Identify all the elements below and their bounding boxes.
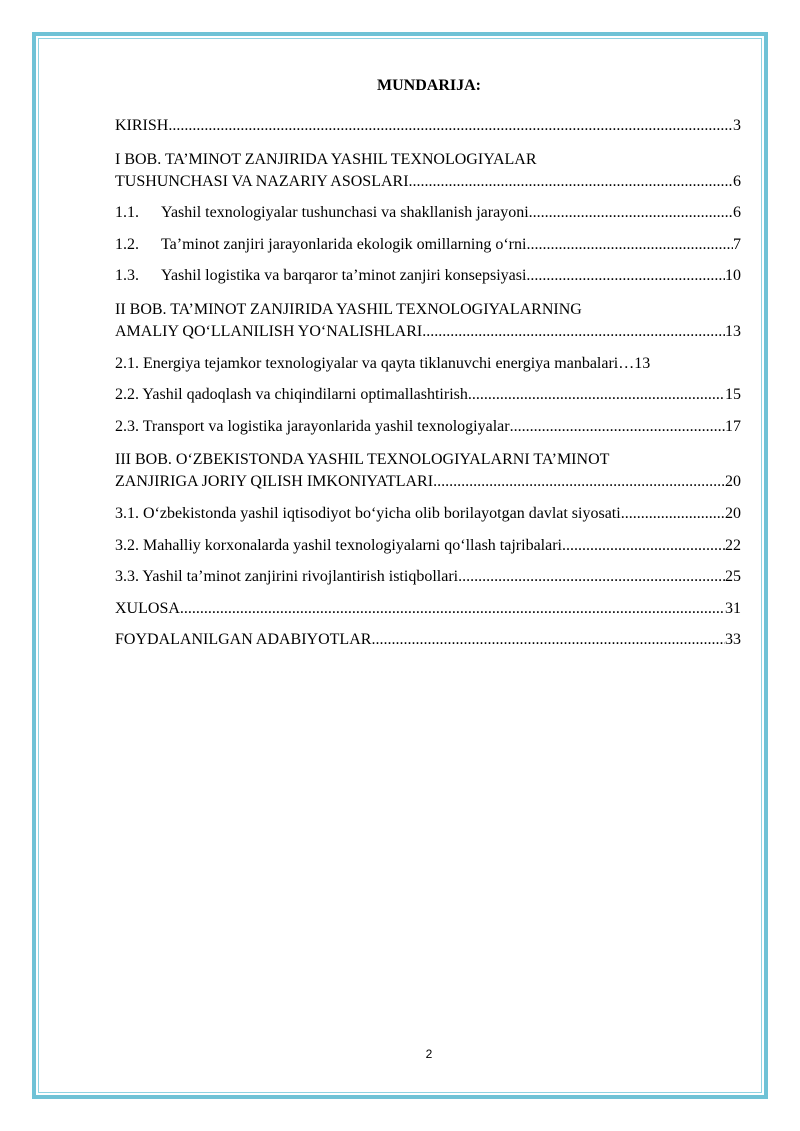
toc-entry-2-1[interactable] [115,354,741,374]
toc-leader-dots [529,203,733,223]
toc-leader-dots [526,266,725,286]
toc-entry-2-3[interactable] [115,417,741,437]
toc-leader-dots [180,599,725,619]
toc-entry-label: Yashil texnologiyalar tushunchasi va shakllanish jarayoni [161,204,529,222]
toc-entry-page: 13 [634,354,651,372]
toc-entry-number: 1.1. [115,204,139,222]
toc-entry-label: FOYDALANILGAN ADABIYOTLAR [115,631,372,649]
toc-entry-page: 7 [733,235,741,253]
toc-entry-1-2[interactable] [115,235,741,255]
toc-leader-dots [422,322,725,342]
toc-entry-label: TUSHUNCHASI VA NAZARIY ASOSLARI [115,172,409,190]
toc-entry-3-2[interactable] [115,536,741,556]
toc-entry-2-2[interactable] [115,385,741,405]
toc-entry-page: 22 [725,536,741,554]
toc-entry-number: 1.2. [115,235,139,253]
toc-entry-label: KIRISH [115,117,169,134]
toc-entry-kirish[interactable] [115,116,741,136]
toc-leader-dots [458,567,725,587]
toc-entry-page: 10 [725,267,741,285]
toc-leader-dots [562,536,725,556]
page-number: 2 [425,1047,433,1061]
toc-entry-page: 6 [733,172,741,190]
toc-entry-adabiyotlar[interactable] [115,630,741,650]
toc-entry-chapter-2[interactable] [115,298,741,342]
toc-entry-page: 20 [725,473,741,491]
toc-entry-label: 3.3. Yashil ta’minot zanjirini rivojlantirish istiqbollari [115,568,459,586]
toc-entry-label: XULOSA [115,599,180,617]
toc-chapter-heading: III BOB. O‘ZBEKISTONDA YASHIL TEXNOLOGIYALARNI TA’MINOT [115,451,610,469]
toc-entry-3-3[interactable] [115,567,741,587]
toc-entry-number: 1.3. [115,267,139,285]
toc-entry-page: 15 [725,386,741,404]
toc-entry-page: 6 [733,204,741,222]
toc-entry-1-1[interactable] [115,203,741,223]
toc-entry-chapter-3[interactable] [115,448,741,492]
toc-entry-label: 2.3. Transport va logistika jarayonlarida yashil texnologiyalar [115,417,510,435]
toc-leader-dots [371,630,725,650]
toc-entry-page: 25 [725,568,741,586]
toc-entry-label: AMALIY QO‘LLANILISH YO‘NALISHLARI [115,322,423,340]
toc-entry-label: 3.1. O‘zbekistonda yashil iqtisodiyot bo‘yicha olib borilayotgan davlat siyosati [115,504,621,522]
toc-entry-page: 20 [725,504,741,522]
toc-entry-chapter-1[interactable] [115,148,741,192]
table-of-contents [115,116,741,662]
toc-leader-dots [510,417,725,437]
toc-entry-label: Ta’minot zanjiri jarayonlarida ekologik omillarning o‘rni [161,235,527,253]
toc-entry-label: 2.1. Energiya tejamkor texnologiyalar va qayta tiklanuvchi energiya manbalari… [115,354,635,372]
toc-entry-label: 2.2. Yashil qadoqlash va chiqindilarni optimallashtirish [115,386,468,404]
toc-entry-page: 31 [725,599,741,617]
toc-entry-page: 13 [725,322,741,340]
toc-entry-label: ZANJIRIGA JORIY QILISH IMKONIYATLARI [115,473,434,491]
toc-entry-label: Yashil logistika va barqaror ta’minot zanjiri konsepsiyasi [161,267,527,285]
toc-entry-page: 33 [725,631,741,649]
toc-entry-label: 3.2. Mahalliy korxonalarda yashil texnologiyalarni qo‘llash tajribalari [115,536,562,554]
toc-title: MUNDARIJA: [377,77,481,94]
toc-leader-dots [433,472,725,492]
toc-chapter-heading: I BOB. TA’MINOT ZANJIRIDA YASHIL TEXNOLOGIYALAR [115,150,537,168]
toc-leader-dots [621,504,725,524]
toc-entry-page: 3 [733,117,741,134]
toc-leader-dots [526,235,733,255]
toc-leader-dots [409,172,733,192]
toc-leader-dots [168,116,733,136]
toc-entry-page: 17 [725,417,741,435]
toc-entry-1-3[interactable] [115,266,741,286]
toc-entry-3-1[interactable] [115,504,741,524]
toc-entry-xulosa[interactable] [115,599,741,619]
toc-leader-dots [468,385,725,405]
toc-chapter-heading: II BOB. TA’MINOT ZANJIRIDA YASHIL TEXNOLOGIYALARNING [115,300,582,318]
